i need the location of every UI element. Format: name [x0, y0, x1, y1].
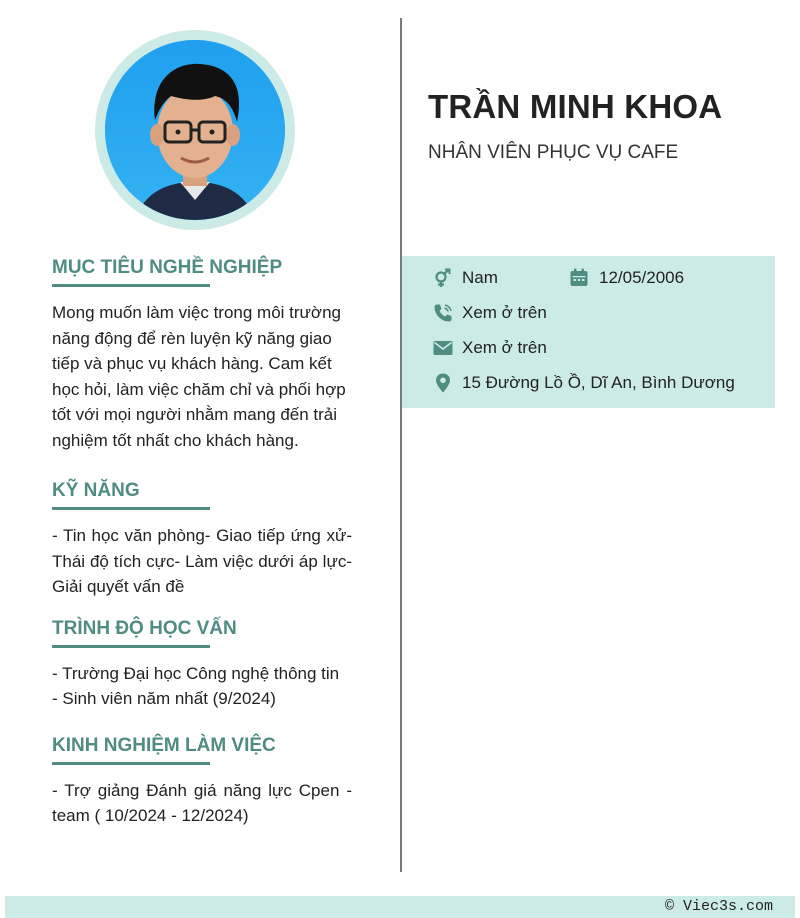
candidate-name: TRẦN MINH KHOA — [428, 88, 723, 125]
skills-body: - Tin học văn phòng- Giao tiếp ứng xử- Thái độ tích cực- Làm việc dưới áp lực- Giải quyết vấn đề — [52, 526, 352, 596]
phone-row — [432, 301, 547, 325]
footer-credit: © Viec3s.com — [664, 898, 773, 915]
avatar-frame — [95, 30, 295, 230]
address-row — [432, 371, 735, 395]
education-body — [52, 661, 352, 712]
experience-title: KINH NGHIỆM LÀM VIỆC — [52, 734, 276, 756]
experience-underline — [52, 762, 210, 765]
phone-icon — [432, 302, 454, 324]
education-underline — [52, 645, 210, 648]
job-title: NHÂN VIÊN PHỤC VỤ CAFE — [428, 142, 679, 163]
location-icon — [432, 372, 454, 394]
gender-icon — [432, 267, 454, 289]
gender-value: Nam — [462, 268, 498, 287]
phone-value: Xem ở trên — [462, 303, 547, 322]
column-divider — [400, 18, 402, 872]
objective-underline — [52, 284, 210, 287]
objective-title: MỤC TIÊU NGHỀ NGHIỆP — [52, 257, 283, 278]
education-line-school: - Trường Đại học Công nghệ thông tin — [52, 663, 340, 683]
experience-body: - Trợ giảng Đánh giá năng lực Cpen - team ( 10/2024 - 12/2024) — [52, 780, 352, 825]
gender-row — [432, 266, 498, 290]
experience-section — [52, 730, 352, 829]
education-title: TRÌNH ĐỘ HỌC VẤN — [52, 617, 237, 639]
email-row — [432, 336, 547, 360]
avatar — [105, 40, 285, 220]
contact-panel — [402, 256, 775, 408]
skills-title: KỸ NĂNG — [52, 480, 140, 501]
skills-underline — [52, 507, 210, 510]
dob-row — [568, 266, 684, 290]
email-icon — [432, 337, 454, 359]
address-value: 15 Đường Lồ Ồ, Dĩ An, Bình Dương — [462, 373, 735, 392]
footer-bar — [5, 896, 795, 918]
objective-section — [52, 252, 352, 453]
calendar-icon — [568, 267, 590, 289]
skills-section — [52, 475, 352, 600]
dob-value: 12/05/2006 — [599, 268, 685, 287]
left-column — [52, 252, 352, 829]
objective-body: Mong muốn làm việc trong môi trường năng động để rèn luyện kỹ năng giao tiếp và phục vụ khách hàng. Cam kết học hỏi, làm việc chăm chỉ và phối hợp tốt với mọi người nhằm mang đến trải nghiệm tốt nhất cho khách hàng. — [52, 303, 346, 450]
education-line-status: - Sinh viên năm nhất (9/2024) — [52, 689, 276, 708]
email-value: Xem ở trên — [462, 338, 547, 357]
education-section — [52, 613, 352, 712]
